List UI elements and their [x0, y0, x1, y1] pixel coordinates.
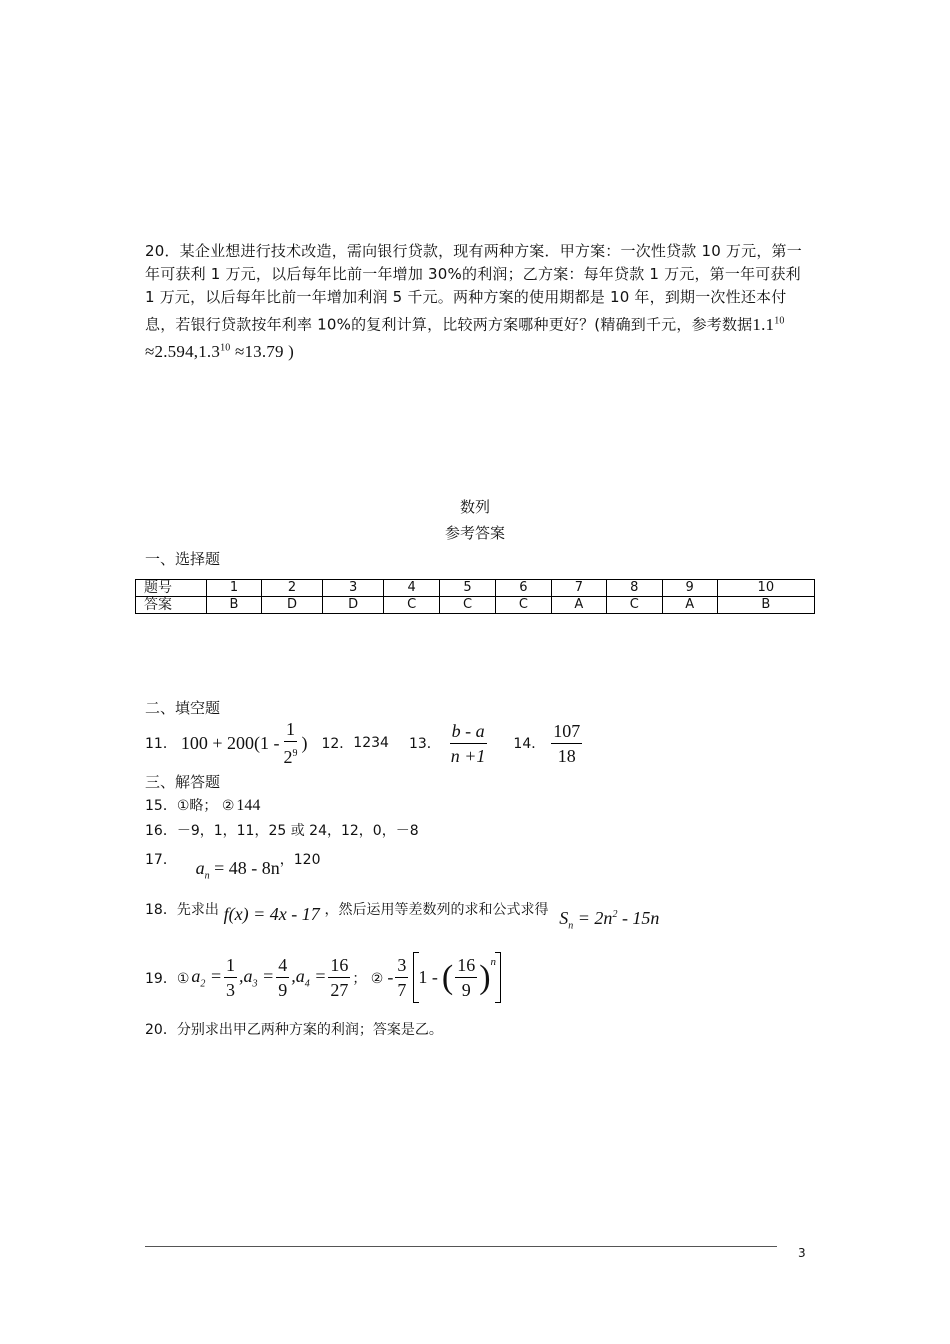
table-cell: B — [717, 597, 814, 614]
table-cell: 7 — [551, 580, 606, 597]
page-number: 3 — [798, 1246, 806, 1260]
fraction: $\frac{1}{2^9}$ — [283, 719, 298, 767]
table-cell: 1 — [207, 580, 262, 597]
table-cell: C — [384, 597, 440, 614]
footer-divider — [145, 1246, 777, 1247]
answer-19: 19．① $a_2$ = $\frac{1}{3}$ $,a_3$ = $\frac{4}{9}$ $,a_4$ = $\frac{16}{27}$ ； ② - $\frac{3}{7}$ 1 - ( $\frac{16}{9}$ ) $^n$ — [145, 952, 501, 1003]
answer-16: 16．－9，1，11，25 或 24，12，0，－8 — [145, 823, 419, 839]
problem-20-formula: $1.1^{10} \approx 2.594,1.3^{10} \approx 13.79$ ) — [145, 314, 785, 362]
fraction: $\frac{3}{7}$ — [397, 955, 407, 1000]
table-cell: C — [495, 597, 551, 614]
table-row-label: 答案 — [136, 597, 207, 614]
table-cell: 10 — [717, 580, 814, 597]
table-cell: 5 — [440, 580, 496, 597]
fraction: $\frac{16}{27}$ — [330, 955, 349, 1000]
answer-15: 15．①略； ② 144 — [145, 797, 261, 814]
answer-18: 18．先求出 f(x) = 4x - 17 ，然后运用等差数列的求和公式求得 $S_n = 2n^2 - 15n$ — [145, 902, 660, 932]
answer-table — [135, 579, 815, 614]
table-cell: C — [606, 597, 662, 614]
table-cell: A — [662, 597, 717, 614]
problem-20-text: 20．某企业想进行技术改造，需向银行贷款，现有两种方案．甲方案：一次性贷款 10 万元，第一年可获利 1 万元，以后每年比前一年增加 30%的利润；乙方案：每年贷款 1 万元，第一年可获利 1 万元，以后每年比前一年增加利润 5 千元。两种方案的使用期都是 10 年，到期一次性还本付息，若银行贷款按年利率 10%的复利计算，比较两方案哪种更好？(精确到千元，参考数据 — [145, 242, 802, 334]
page-subtitle: 参考答案 — [444, 524, 505, 542]
table-cell: 3 — [323, 580, 384, 597]
table-row-answers — [136, 597, 815, 614]
table-cell: C — [440, 597, 496, 614]
table-cell: 9 — [662, 580, 717, 597]
section-solve-heading: 三、解答题 — [145, 773, 221, 791]
table-cell: 8 — [606, 580, 662, 597]
section-choice-heading: 一、选择题 — [145, 550, 221, 568]
table-cell: 6 — [495, 580, 551, 597]
table-row-numbers — [136, 580, 815, 597]
fraction: $\frac{1}{3}$ — [226, 955, 236, 1000]
fill-answers: 11． 100 + 200(1 - $\frac{1}{2^9}$ ) 12． 1234 13． $\frac{b - a}{n +1}$ 14． $\frac{107}{18}$ — [145, 719, 581, 767]
table-cell: 4 — [384, 580, 440, 597]
fraction: $\frac{107}{18}$ — [553, 720, 581, 766]
problem-20 — [145, 240, 810, 364]
answer-20: 20．分别求出甲乙两种方案的利润；答案是乙。 — [145, 1022, 443, 1038]
table-cell: D — [323, 597, 384, 614]
page-title: 数列 — [459, 498, 490, 516]
table-cell: 2 — [262, 580, 323, 597]
answer-17: 17． $a_n = 48 - 8n$，120 — [145, 852, 321, 882]
table-cell: D — [262, 597, 323, 614]
fraction: $\frac{b - a}{n +1}$ — [450, 720, 486, 766]
fraction: $\frac{4}{9}$ — [278, 955, 288, 1000]
fraction: $\frac{16}{9}$ — [457, 955, 476, 1000]
table-cell: B — [207, 597, 262, 614]
section-fill-heading: 二、填空题 — [145, 699, 221, 717]
bracket-expression: 1 - ( $\frac{16}{9}$ ) $^n$ — [413, 952, 501, 1003]
table-cell: A — [551, 597, 606, 614]
table-row-label: 题号 — [136, 580, 207, 597]
